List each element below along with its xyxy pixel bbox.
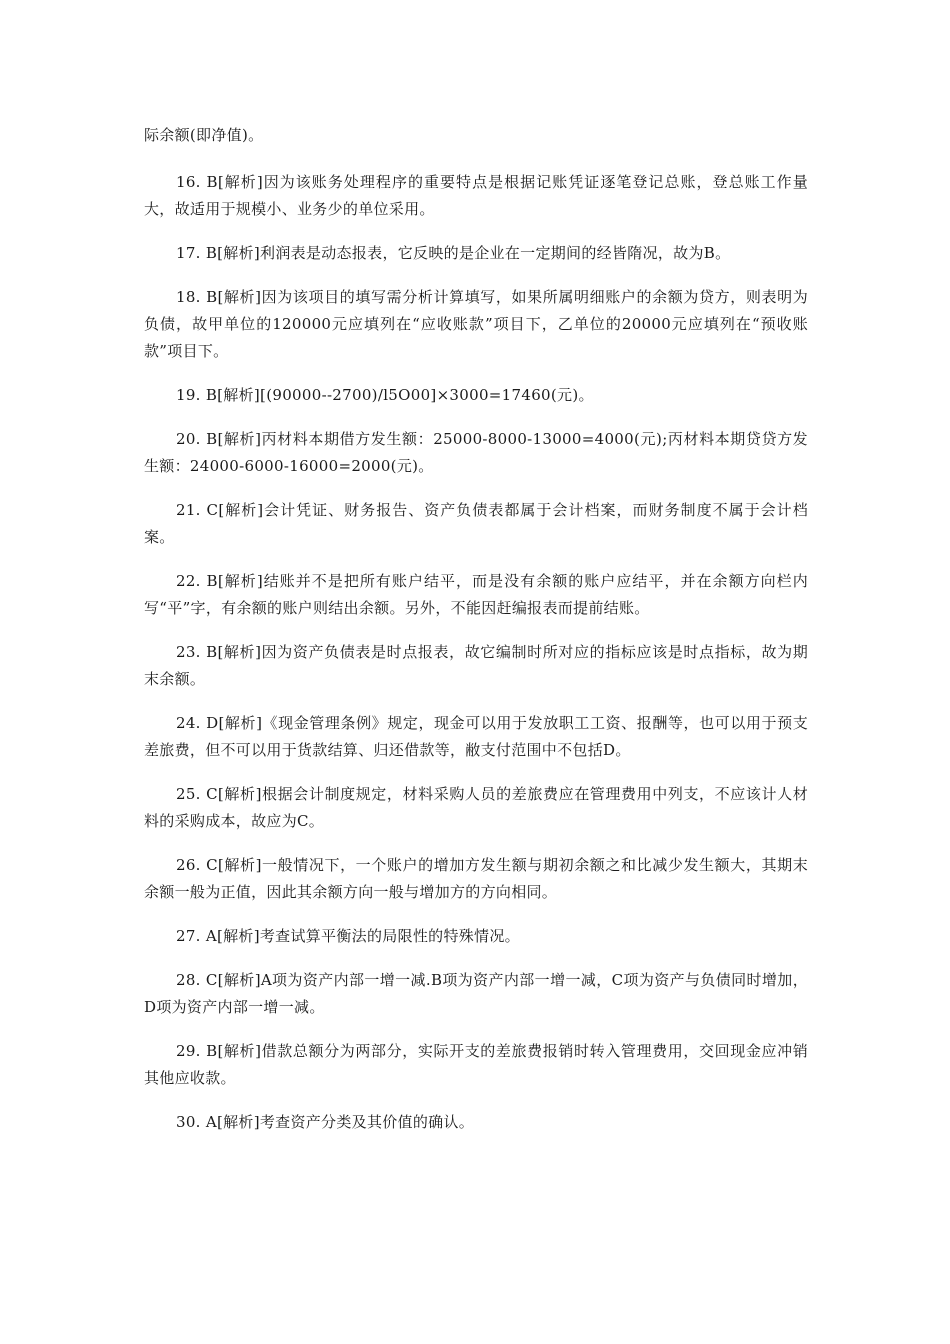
paragraph-continuation: 际余额(即净值)。: [144, 126, 264, 144]
answer-27: 27. A[解析]考查试算平衡法的局限性的特殊情况。: [176, 927, 520, 945]
answer-30: 30. A[解析]考查资产分类及其价值的确认。: [176, 1113, 475, 1131]
answer-28: 28. C[解析]A项为资产内部一增一减.B项为资产内部一增一减，C项为资产与负债同时增加，D项为资产内部一增一减。: [144, 971, 808, 1016]
answer-18: 18. B[解析]因为该项目的填写需分析计算填写，如果所属明细账户的余额为贷方，则表明为负债，故甲单位的120000元应填列在“应收账款”项目下，乙单位的20000元应填列在“预收账款”项目下。: [144, 288, 808, 360]
answer-19: 19. B[解析][(90000--2700)/l5O00]×3000=17460(元)。: [176, 386, 594, 404]
answer-23: 23. B[解析]因为资产负债表是时点报表，故它编制时所对应的指标应该是时点指标，故为期末余额。: [144, 643, 808, 688]
answer-16: 16. B[解析]因为该账务处理程序的重要特点是根据记账凭证逐笔登记总账，登总账工作量大，故适用于规模小、业务少的单位采用。: [144, 173, 808, 218]
answer-20: 20. B[解析]丙材料本期借方发生额：25000-8000-13000=4000(元);丙材料本期贷贷方发生额：24000-6000-16000=2000(元)。: [144, 430, 808, 475]
answer-22: 22. B[解析]结账并不是把所有账户结平，而是没有余额的账户应结平，并在余额方向栏内写“平”字，有余额的账户则结出余额。另外，不能因赶编报表而提前结账。: [144, 572, 808, 617]
answer-24: 24. D[解析]《现金管理条例》规定，现金可以用于发放职工工资、报酬等，也可以用于预支差旅费，但不可以用于货款结算、归还借款等，敝支付范围中不包括D。: [144, 714, 808, 759]
answer-17: 17. B[解析]利润表是动态报表，它反映的是企业在一定期间的经皆隋况，故为B。: [176, 244, 731, 262]
document-body: [144, 122, 808, 1153]
answer-21: 21. C[解析]会计凭证、财务报告、资产负债表都属于会计档案，而财务制度不属于会计档案。: [144, 501, 808, 546]
answer-26: 26. C[解析]一般情况下，一个账户的增加方发生额与期初余额之和比减少发生额大，其期末余额一般为正值，因此其余额方向一般与增加方的方向相同。: [144, 856, 808, 901]
answer-25: 25. C[解析]根据会计制度规定，材料采购人员的差旅费应在管理费用中列支，不应该计人材料的采购成本，故应为C。: [144, 785, 808, 830]
answer-29: 29. B[解析]借款总额分为两部分，实际开支的差旅费报销时转入管理费用，交回现金应冲销其他应收款。: [144, 1042, 808, 1087]
